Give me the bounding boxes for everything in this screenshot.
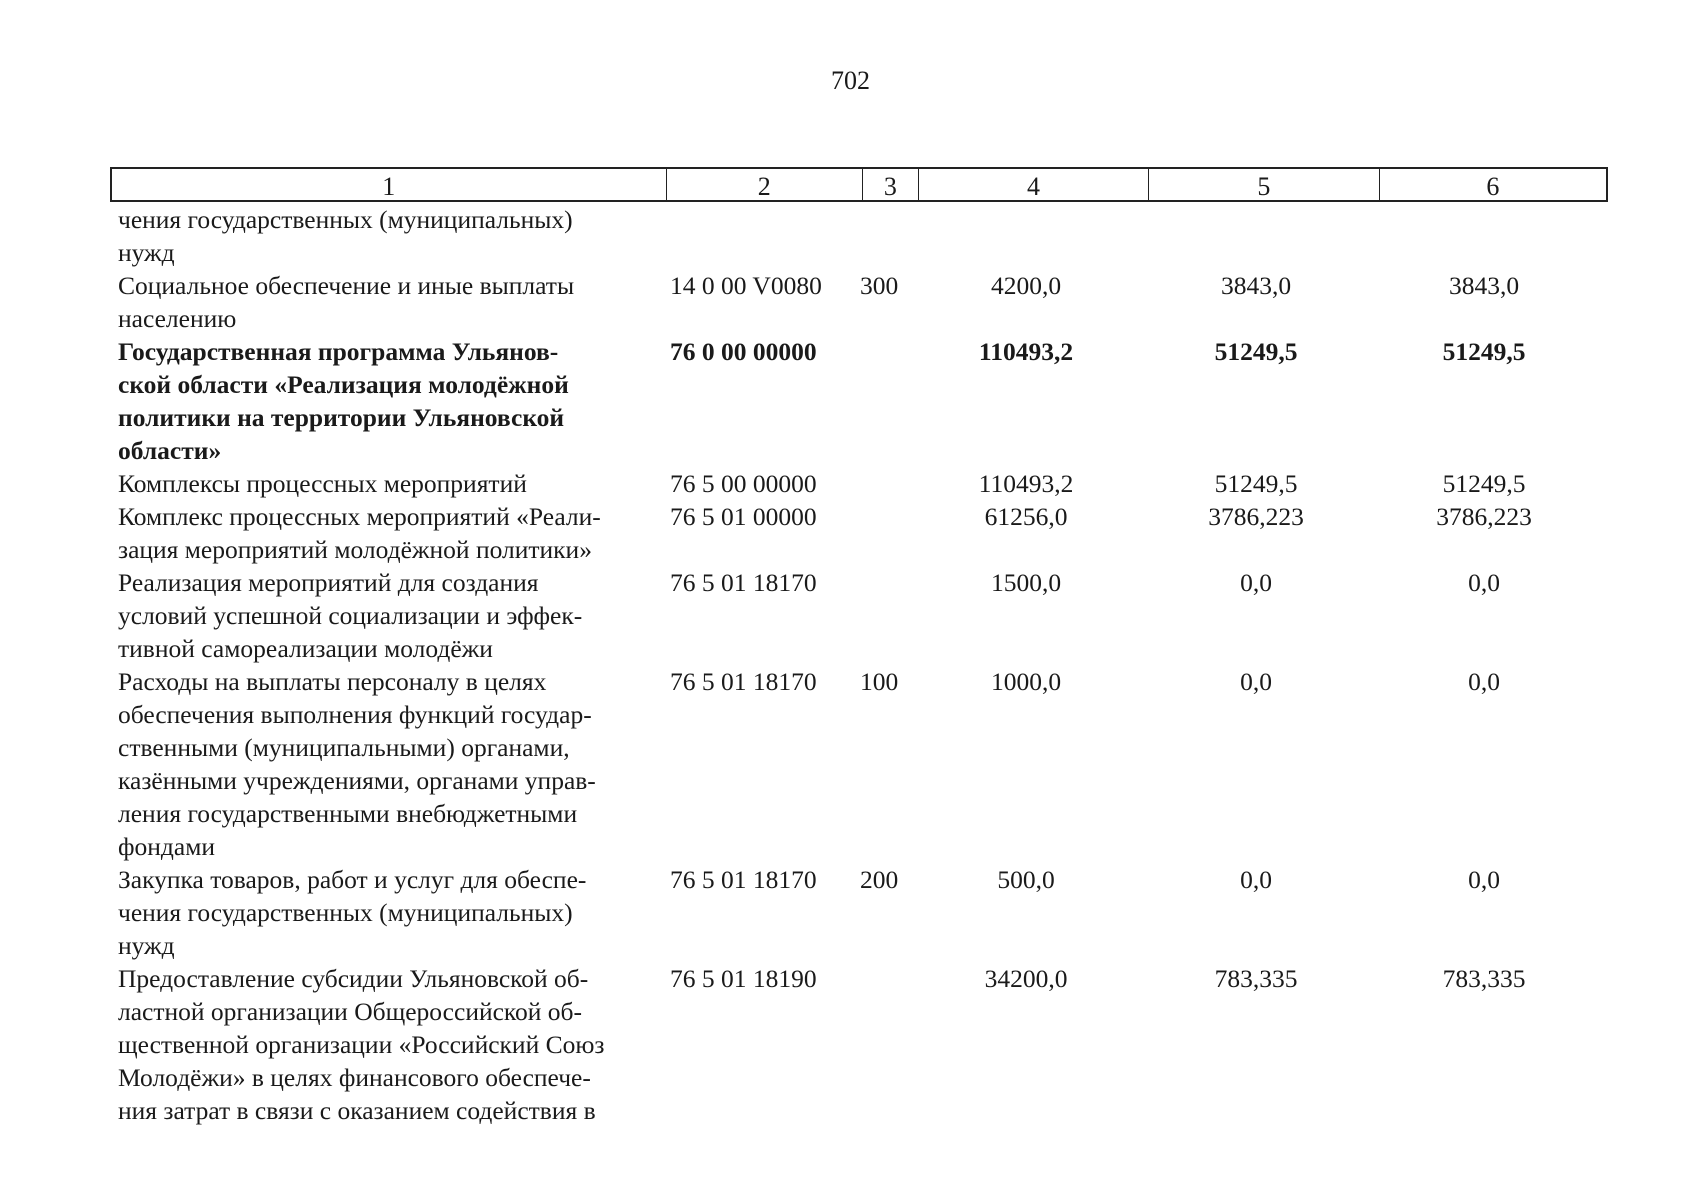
- row-value-col5: 3786,223: [1208, 502, 1304, 531]
- header-col-1: 1: [112, 169, 667, 200]
- row-value-col4: 34200,0: [984, 964, 1068, 993]
- row-name: чения государственных (муниципальных) нужд: [118, 205, 573, 267]
- table-header: [110, 167, 1608, 202]
- row-code: 76 5 01 18170: [670, 865, 817, 894]
- row-value-col6: 0,0: [1468, 865, 1500, 894]
- table-body: [118, 203, 1598, 1127]
- row-type: 300: [860, 271, 899, 300]
- header-col-4: 4: [919, 169, 1149, 200]
- row-code: 76 5 01 18170: [670, 667, 817, 696]
- row-value-col4: 1000,0: [990, 667, 1062, 696]
- row-value-col6: 51249,5: [1442, 337, 1526, 366]
- row-value-col4: 110493,2: [978, 469, 1074, 498]
- row-code: 76 0 00 00000: [670, 337, 817, 366]
- row-value-col6: 51249,5: [1442, 469, 1526, 498]
- row-name: Расходы на выплаты персоналу в целях обеспечения выполнения функций государ- ственными (муниципальными) органами, казёнными учреждениями, органами управ- ления государственными внебюджетными фондами: [118, 667, 596, 861]
- page-number: 702: [831, 66, 870, 95]
- row-code: 76 5 01 18190: [670, 964, 817, 993]
- row-value-col6: 0,0: [1468, 667, 1500, 696]
- row-value-col4: 4200,0: [990, 271, 1062, 300]
- row-code: 76 5 00 00000: [670, 469, 817, 498]
- row-value-col5: 783,335: [1214, 964, 1298, 993]
- row-name: Реализация мероприятий для создания условий успешной социализации и эффек- тивной самореализации молодёжи: [118, 568, 583, 663]
- row-code: 76 5 01 18170: [670, 568, 817, 597]
- table-row: [118, 500, 1598, 566]
- row-value-col5: 0,0: [1240, 865, 1272, 894]
- row-name: Государственная программа Ульянов- ской области «Реализация молодёжной политики на территории Ульяновской области»: [118, 337, 569, 465]
- row-value-col4: 61256,0: [984, 502, 1068, 531]
- row-value-col5: 0,0: [1240, 667, 1272, 696]
- table-row: [118, 962, 1598, 1127]
- row-code: 76 5 01 00000: [670, 502, 817, 531]
- row-name: Комплекс процессных мероприятий «Реали- зация мероприятий молодёжной политики»: [118, 502, 601, 564]
- header-col-6: 6: [1486, 172, 1500, 201]
- table-row: [118, 467, 1598, 500]
- row-value-col6: 783,335: [1442, 964, 1526, 993]
- row-name: Закупка товаров, работ и услуг для обеспе- чения государственных (муниципальных) нужд: [118, 865, 587, 960]
- row-value-col5: 0,0: [1240, 568, 1272, 597]
- row-value-col5: 51249,5: [1214, 337, 1298, 366]
- table-row: [118, 335, 1598, 467]
- row-value-col4: 500,0: [997, 865, 1055, 894]
- header-col-3: 3: [863, 169, 919, 200]
- table-row: [118, 863, 1598, 962]
- row-code: 14 0 00 V0080: [670, 271, 822, 300]
- row-name: Комплексы процессных мероприятий: [118, 469, 527, 498]
- table-row: [118, 203, 1598, 269]
- row-name: Социальное обеспечение и иные выплаты населению: [118, 271, 575, 333]
- header-col-2: 2: [667, 169, 863, 200]
- row-value-col5: 3843,0: [1220, 271, 1292, 300]
- header-col-5: 5: [1149, 169, 1379, 200]
- row-value-col4: 1500,0: [990, 568, 1062, 597]
- table-row: [118, 566, 1598, 665]
- row-value-col6: 3843,0: [1448, 271, 1520, 300]
- row-name: Предоставление субсидии Ульяновской об- ластной организации Общероссийской об- щественной организации «Российский Союз Молодёжи» в целях финансового обеспече- ния затрат в связи с оказанием содействия в: [118, 964, 605, 1125]
- table-row: [118, 269, 1598, 335]
- row-type: 200: [860, 865, 899, 894]
- row-value-col6: 0,0: [1468, 568, 1500, 597]
- row-type: 100: [860, 667, 899, 696]
- row-value-col5: 51249,5: [1214, 469, 1298, 498]
- row-value-col6: 3786,223: [1436, 502, 1532, 531]
- row-value-col4: 110493,2: [978, 337, 1074, 366]
- table-row: [118, 665, 1598, 863]
